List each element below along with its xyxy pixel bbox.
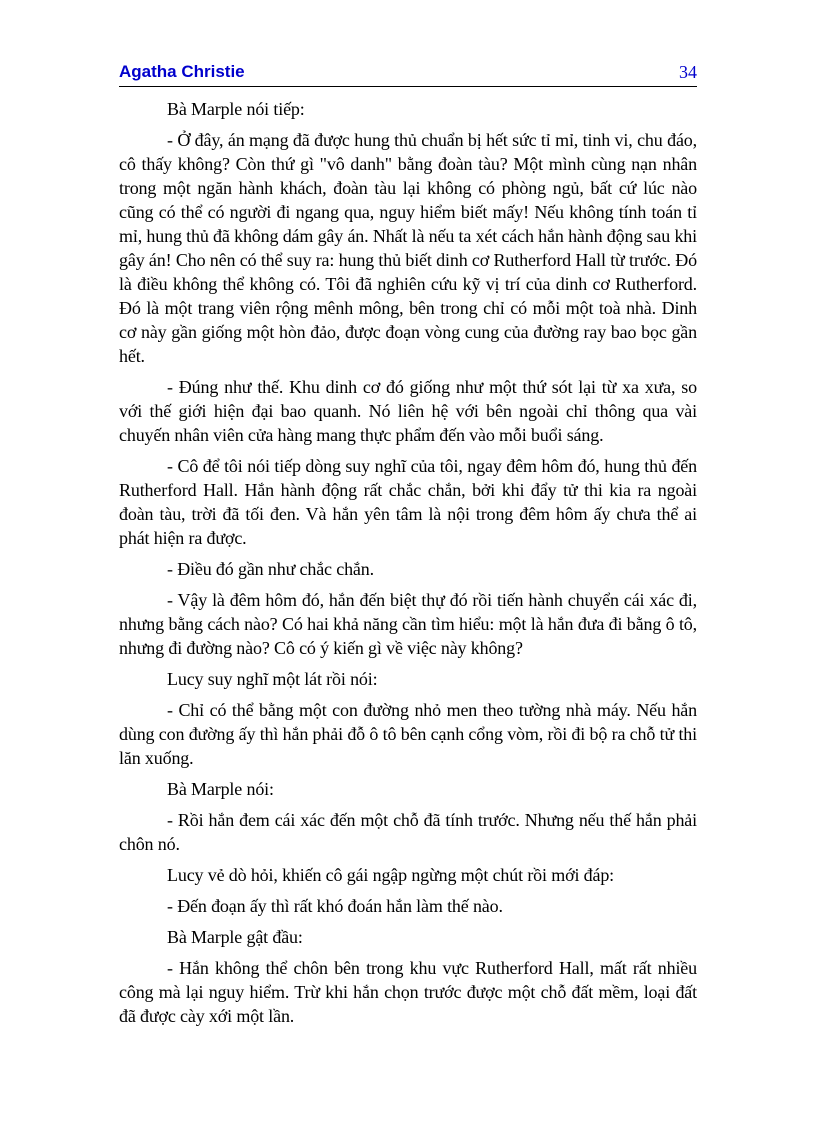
paragraph: - Đúng như thế. Khu dinh cơ đó giống như một thứ sót lại từ xa xưa, so với thế giới hiện đại bao quanh. Nó liên hệ với bên ngoài chỉ thông qua vài chuyến nhân viên cửa hàng mang thực phẩm đến vào mỗi buổi sáng. [119,377,697,445]
paragraph: Bà Marple nói: [167,779,274,799]
paragraph: Lucy suy nghĩ một lát rồi nói: [167,669,378,689]
paragraph: - Ở đây, án mạng đã được hung thủ chuẩn bị hết sức tỉ mỉ, tinh vi, chu đáo, cô thấy không? Còn thứ gì "vô danh" bằng đoàn tàu? Một mình cùng nạn nhân trong một ngăn hành khách, đoàn tàu lại không có phòng ngủ, bất cứ lúc nào cũng có thể có người đi ngang qua, nguy hiểm biết mấy! Nếu không tính toán tỉ mỉ, hung thủ đã không dám gây án. Nhất là nếu ta xét cách hắn hành động sau khi gây án! Cho nên có thể suy ra: hung thủ biết dinh cơ Rutherford Hall từ trước. Đó là điều không thể không có. Tôi đã nghiên cứu kỹ vị trí của dinh cơ Rutherford. Đó là một trang viên rộng mênh mông, bên trong chỉ có mỗi một toà nhà. Dinh cơ này gần giống một hòn đảo, được đoạn vòng cung của đường ray bao bọc gần hết. [119,130,698,366]
header-author: Agatha Christie [119,62,245,81]
paragraph: Lucy vẻ dò hỏi, khiến cô gái ngập ngừng một chút rồi mới đáp: [167,865,615,885]
paragraph: - Điều đó gần như chắc chắn. [167,559,374,579]
paragraph: - Vậy là đêm hôm đó, hắn đến biệt thự đó rồi tiến hành chuyển cái xác đi, nhưng bằng cách nào? Có hai khả năng cần tìm hiểu: một là hắn đưa đi bằng ô tô, nhưng đi đường nào? Cô có ý kiến gì về việc này không? [119,590,697,658]
paragraph: - Chỉ có thể bằng một con đường nhỏ men theo tường nhà máy. Nếu hắn dùng con đường ấy thì hắn phải đỗ ô tô bên cạnh cổng vòm, rồi đi bộ ra chỗ tử thi lăn xuống. [119,700,697,768]
paragraph: - Cô để tôi nói tiếp dòng suy nghĩ của tôi, ngay đêm hôm đó, hung thủ đến Rutherford Hall. Hắn hành động rất chắc chắn, bởi khi đẩy tử thi kia ra ngoài đoàn tàu, trời đã tối đen. Và hắn yên tâm là nội trong đêm hôm ấy chưa thể ai phát hiện ra được. [119,456,697,548]
page-number: 34 [679,62,697,82]
paragraph: Bà Marple gật đầu: [167,927,303,947]
page-body [119,97,697,1035]
paragraph: Bà Marple nói tiếp: [167,99,305,119]
paragraph: - Hắn không thể chôn bên trong khu vực Rutherford Hall, mất rất nhiều công mà lại nguy hiểm. Trừ khi hắn chọn trước được một chỗ đất mềm, loại đất đã được cày xới một lần. [119,958,697,1026]
paragraph: - Đến đoạn ấy thì rất khó đoán hắn làm thế nào. [167,896,503,916]
page-header [119,60,697,87]
paragraph: - Rồi hắn đem cái xác đến một chỗ đã tính trước. Nhưng nếu thế hắn phải chôn nó. [119,810,697,854]
